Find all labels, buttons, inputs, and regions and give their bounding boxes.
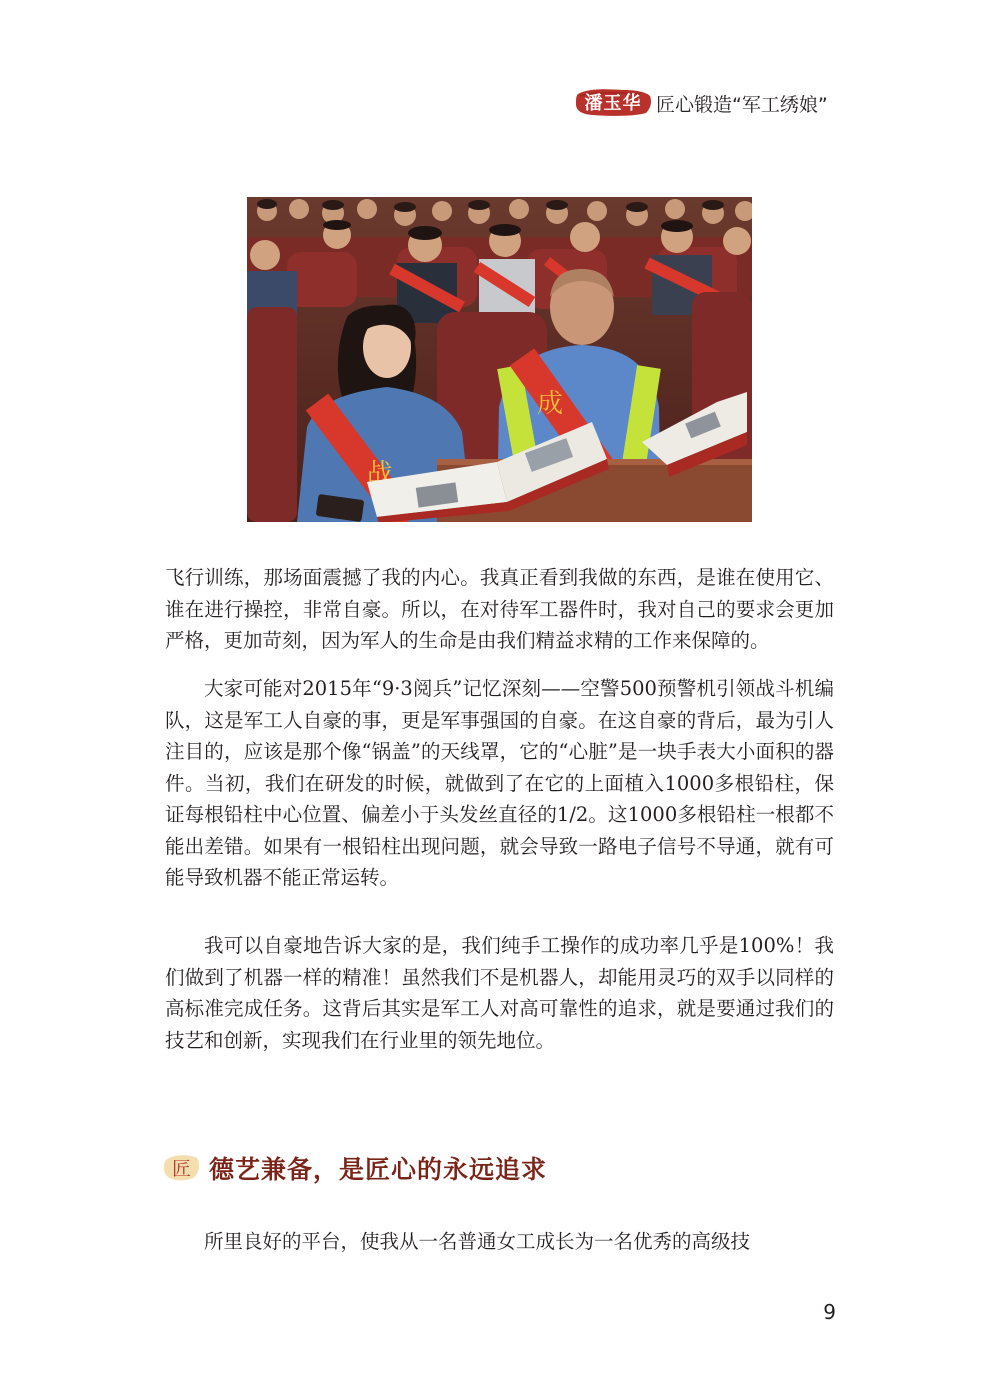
paragraph-text: 大家可能对2015年“9·3阅兵”记忆深刻——空警500预警机引领战斗机编队，这是军工人自豪的事，更是军事强国的自豪。在这自豪的背后，最为引人注目的，应该是那个像“锅盖”的天线罩，它的“心脏”是一块手表大小面积的器件。当初，我们在研发的时候，就做到了在它的上面植入1000多根铅柱，保证每根铅柱中心位置、偏差小于头发丝直径的1/2。这1000多根铅柱一根都不能出差错。如果有一根铅柱出现问题，就会导致一路电子信号不导通，就有可能导致机器不能正常运转。 — [165, 677, 834, 889]
page-number: 9 — [823, 1300, 836, 1324]
section-heading — [163, 1150, 763, 1186]
sash-char-right: 成 — [537, 389, 564, 419]
section-title: 德艺兼备，是匠心的永远追求 — [209, 1155, 548, 1184]
sash-char-left: 战 — [367, 459, 394, 489]
paragraph-text: 所里良好的平台，使我从一名普通女工成长为一名优秀的高级技 — [204, 1230, 751, 1253]
paragraph-4 — [165, 1226, 834, 1258]
author-seal — [574, 86, 652, 118]
section-icon-char: 匠 — [172, 1158, 192, 1180]
paragraph-3 — [165, 930, 834, 1056]
seal-text: 潘玉华 — [584, 93, 642, 114]
paragraph-text: 飞行训练，那场面震撼了我的内心。我真正看到我做的东西，是谁在使用它、谁在进行操控，非常自豪。所以，在对待军工器件时，我对自己的要求会更加严格，更加苛刻，因为军人的生命是由我们精益求精的工作来保障的。 — [165, 566, 834, 652]
paragraph-text: 我可以自豪地告诉大家的是，我们纯手工操作的成功率几乎是100%！我们做到了机器一样的精准！虽然我们不是机器人，却能用灵巧的双手以同样的高标准完成任务。这背后其实是军工人对高可靠性的追求，就是要通过我们的技艺和创新，实现我们在行业里的领先地位。 — [165, 934, 834, 1052]
audience-illustration — [247, 197, 752, 522]
running-header — [574, 86, 844, 120]
craftsman-seal-icon — [163, 1152, 201, 1182]
paragraph-1 — [165, 562, 834, 657]
event-photo — [247, 197, 752, 522]
chapter-title: 匠心锻造“军工绣娘” — [656, 94, 828, 116]
paragraph-2 — [165, 673, 834, 894]
